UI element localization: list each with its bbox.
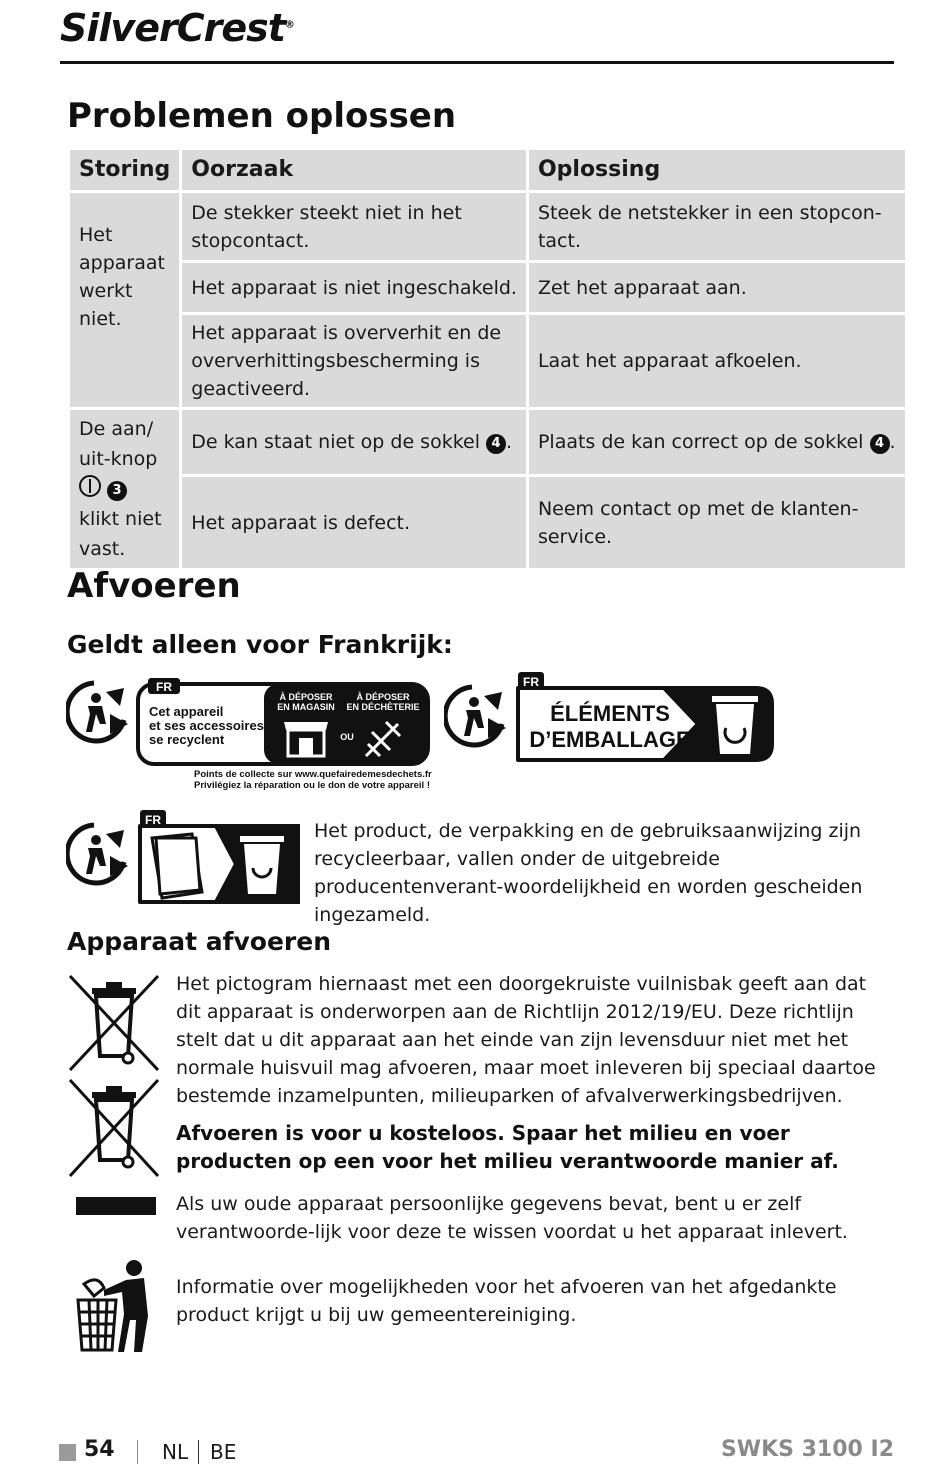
table-row [69, 314, 907, 409]
fault-cell: Het apparaat werkt niet. [69, 192, 181, 409]
fault-label-c: klikt niet vast. [79, 508, 162, 560]
solution-text: Plaats de kan correct op de sokkel [537, 431, 864, 454]
label-line-3: se recyclent [149, 732, 225, 747]
paper-stack-icon [152, 834, 202, 898]
triman-icon [66, 680, 132, 744]
troubleshoot-table [67, 147, 908, 571]
footer-divider [137, 1440, 138, 1464]
solution-cell: Plaats de kan correct op de sokkel 4 . [527, 409, 906, 476]
solution-cell: Neem contact op met de klanten-service. [527, 476, 906, 570]
recycle-info-label [136, 676, 432, 768]
dechet-label-a: À DÉPOSER [356, 692, 410, 702]
recycle-notes [194, 769, 432, 791]
cause-cell: De stekker steekt niet in het stopcontact. [181, 192, 528, 262]
fr-tag: FR [156, 680, 172, 694]
triman-icon [444, 684, 510, 748]
brand-logo: SilverCrest® [60, 6, 294, 50]
weee-text: Het pictogram hiernaast met een doorgekruiste vuilnisbak geeft aan dat dit apparaat is onderworpen aan de Richtlijn 2012/19/EU. Deze richtlijn stelt dat u dit apparaat aan het einde van zijn levensduur niet met het normale huisvuil mag afvoeren, maar moet inleveren bij speciaal daartoe bestemde inzamelpunten, milieuparken of afvalverwerkingsbedrijven. [176, 973, 876, 1107]
table-row [69, 476, 907, 570]
cause-cell: De kan staat niet op de sokkel 4 . [181, 409, 528, 476]
footer-divider [198, 1440, 199, 1464]
solution-cell: Laat het apparaat afkoelen. [527, 314, 906, 409]
cause-cell: Het apparaat is defect. [181, 476, 528, 570]
fault-label-b: uit-knop [79, 448, 158, 470]
troubleshoot-title: Problemen oplossen [67, 96, 457, 136]
footer-country: BE [210, 1440, 237, 1464]
label-line-1: Cet appareil [149, 704, 224, 719]
crossed-bin-icon [66, 974, 162, 1072]
packaging-line-2: D’EMBALLAGE [529, 727, 691, 752]
packaging-line-1: ÉLÉMENTS [550, 701, 670, 726]
cause-cell: Het apparaat is niet ingeschakeld. [181, 262, 528, 314]
col-header-storing: Storing [69, 149, 181, 192]
solution-cell: Zet het apparaat aan. [527, 262, 906, 314]
ref-badge-base: 4 [486, 434, 506, 454]
dispose-title: Afvoeren [67, 566, 241, 606]
municipal-info-text: Informatie over mogelijkheden voor het afvoeren van het afgedankte product krijgt u bij uw gemeentereiniging. [176, 1276, 837, 1326]
page-number: 54 [84, 1437, 115, 1462]
crossed-bin-icon [66, 1078, 162, 1178]
table-row [69, 192, 907, 262]
fault-label-a: De aan/ [79, 418, 154, 440]
triman-icon [66, 822, 132, 886]
col-header-oorzaak: Oorzaak [181, 149, 528, 192]
store-label-b: EN MAGASIN [277, 702, 335, 712]
page-marker-icon [59, 1444, 76, 1461]
model-number: SWKS 3100 I2 [720, 1437, 894, 1462]
dechet-label-b: EN DÉCHÈTERIE [346, 702, 420, 712]
packaging-label [514, 670, 776, 766]
france-text: Het product, de verpakking en de gebruiksaanwijzing zijn recycleerbaar, vallen onder de uitgebreide producentenverant-woordelijkheid en worden gescheiden ingezameld. [314, 820, 863, 926]
paper-recycle-label [136, 808, 302, 906]
free-disposal-text: Afvoeren is voor u kosteloos. Spaar het milieu en voer producten op een voor het milieu verantwoorde manier af. [176, 1121, 839, 1173]
label-line-2: et ses accessoires [149, 718, 264, 733]
table-row [69, 409, 907, 476]
device-dispose-title: Apparaat afvoeren [67, 927, 331, 956]
solution-cell: Steek de netstekker in een stopcon-tact. [527, 192, 906, 262]
col-header-oplossing: Oplossing [527, 149, 906, 192]
ref-badge-power-button: 3 [107, 481, 127, 501]
recycle-note-1: Points de collecte sur www.quefairedemesdechets.fr [194, 769, 432, 780]
footer-language: NL [162, 1440, 189, 1464]
fr-tag: FR [523, 675, 539, 689]
power-icon [79, 475, 101, 497]
header-rule [60, 61, 894, 64]
store-label-a: À DÉPOSER [279, 692, 333, 702]
table-header-row [69, 149, 907, 192]
black-bar-icon [76, 1197, 156, 1215]
fault-cell [69, 409, 181, 570]
recycle-note-2: Privilégiez la réparation ou le don de votre appareil ! [194, 780, 430, 791]
cause-text: De kan staat niet op de sokkel [191, 431, 480, 454]
fr-tag: FR [145, 813, 161, 827]
personal-data-text: Als uw oude apparaat persoonlijke gegevens bevat, bent u er zelf verantwoorde-lijk voor deze te wissen voordat u het apparaat inlevert. [176, 1193, 848, 1243]
table-row [69, 262, 907, 314]
or-label: OU [340, 732, 354, 742]
litter-bin-person-icon [74, 1256, 156, 1354]
france-title: Geldt alleen voor Frankrijk: [67, 630, 453, 659]
cause-cell: Het apparaat is oververhit en de oververhittingsbescherming is geactiveerd. [181, 314, 528, 409]
ref-badge-base: 4 [870, 434, 890, 454]
